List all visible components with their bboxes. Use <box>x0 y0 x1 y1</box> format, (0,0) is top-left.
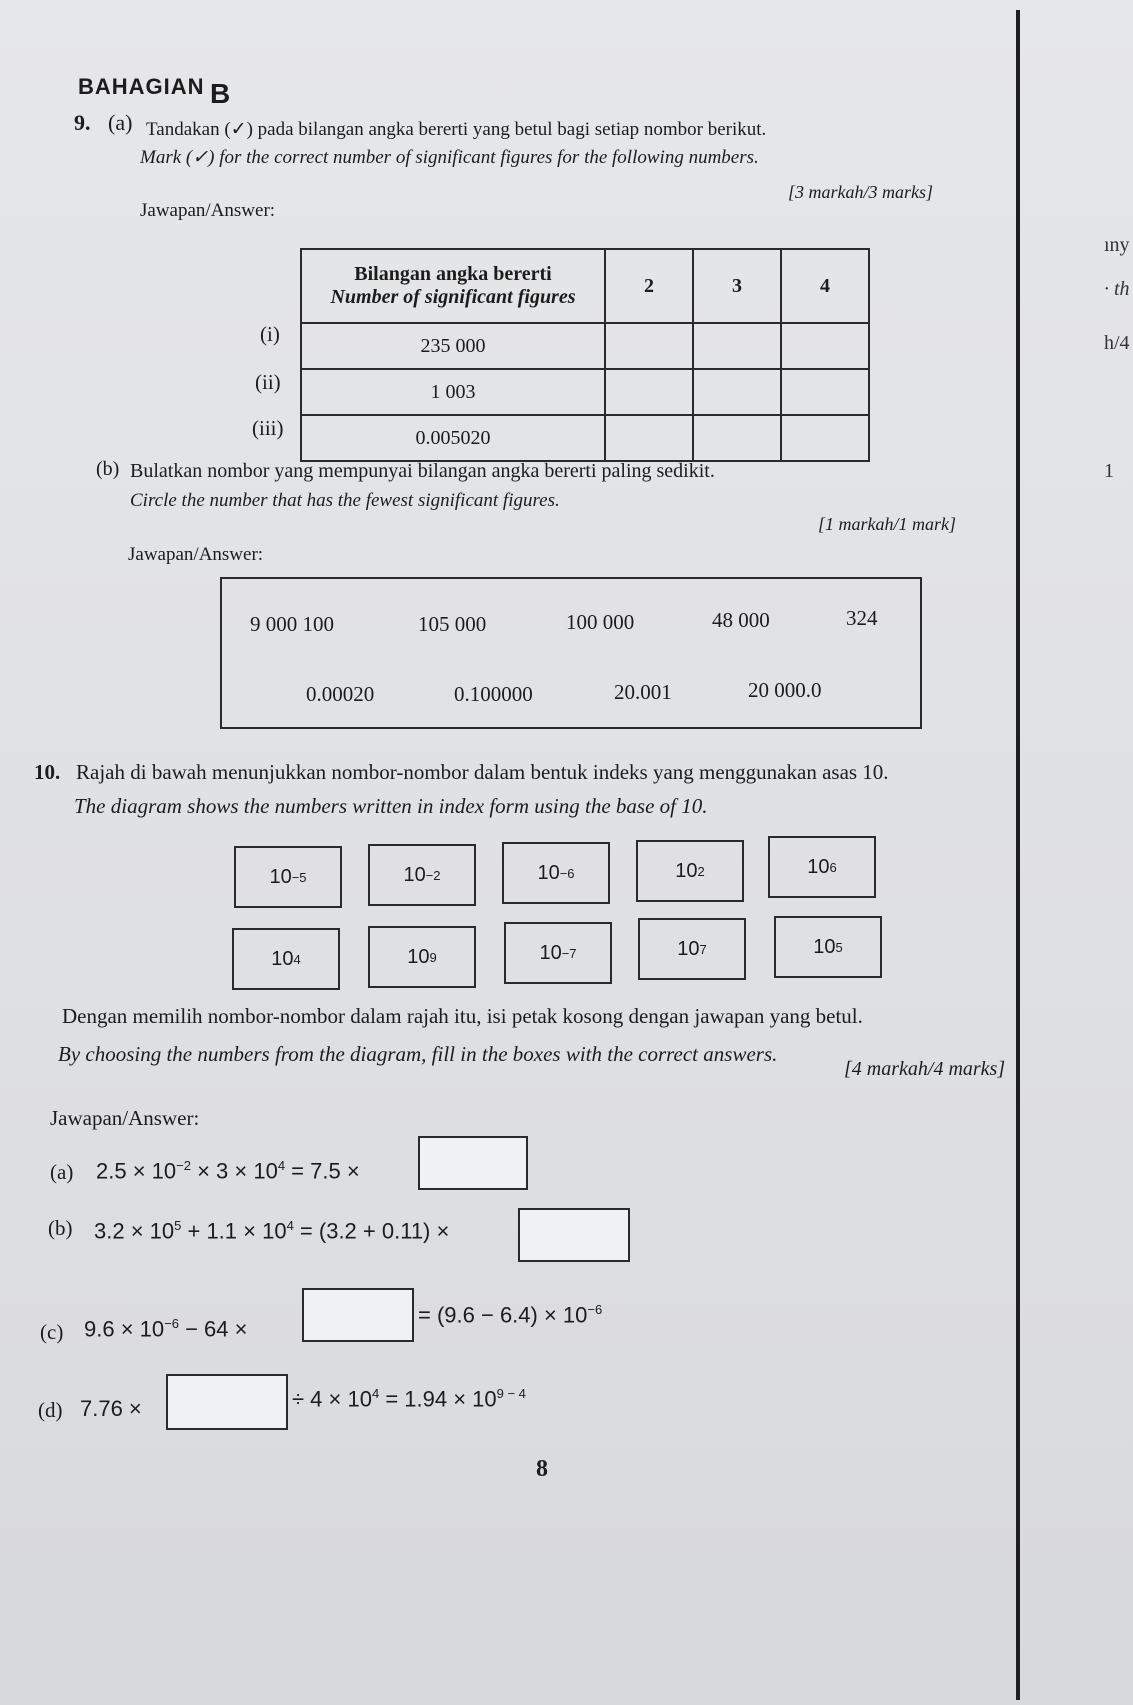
edge-fragment: h/4 <box>1104 332 1130 354</box>
row-label: (i) <box>260 322 280 346</box>
table-number: 1 003 <box>301 369 605 415</box>
index-exponent: 7 <box>699 941 707 957</box>
tick-cell[interactable] <box>693 415 781 461</box>
tick-cell[interactable] <box>693 323 781 369</box>
index-exponent: 2 <box>697 863 705 879</box>
edge-fragment: 1 <box>1104 460 1114 482</box>
q9a-label: (a) <box>108 110 133 135</box>
tick-cell[interactable] <box>605 323 693 369</box>
tick-cell[interactable] <box>693 369 781 415</box>
edge-fragment: ıny <box>1104 234 1130 256</box>
index-box <box>502 842 610 904</box>
index-box <box>232 928 340 990</box>
index-box <box>636 840 744 902</box>
edge-fragment: · th <box>1104 278 1130 300</box>
index-exponent: 4 <box>293 951 301 967</box>
tick-cell[interactable] <box>605 415 693 461</box>
index-exponent: −2 <box>425 867 441 883</box>
sig-figures-table <box>300 248 870 462</box>
index-box <box>368 844 476 906</box>
q10-text-en: The diagram shows the numbers written in index form using the base of 10. <box>74 794 708 818</box>
equation-b: $3.2 \times 10^5 + 1.1 \times 10^4 = (3.2 + 0.11)$ × <box>94 1218 450 1244</box>
number-option[interactable]: 100 000 <box>566 610 635 634</box>
number-option[interactable]: 324 <box>846 606 878 630</box>
q9a-text-ms: Tandakan (✓) pada bilangan angka bererti yang betul bagi setiap nombor berikut. <box>146 119 767 140</box>
eq-b-label: (b) <box>48 1216 73 1240</box>
table-row <box>301 323 869 369</box>
number-option[interactable]: 0.00020 <box>306 682 375 706</box>
index-base: 10 <box>677 937 700 960</box>
table-header-row <box>301 249 869 323</box>
number-option[interactable]: 20 000.0 <box>748 678 822 702</box>
index-exponent: 5 <box>835 939 843 955</box>
q9a-marks: [3 markah/3 marks] <box>788 182 934 202</box>
equation-a: $2.5 \times 10^{-2} \times 3 \times 10^4 = 7.5$ × <box>96 1158 360 1184</box>
index-exponent: 9 <box>429 949 437 965</box>
index-base: 10 <box>537 861 560 884</box>
tick-cell[interactable] <box>781 415 869 461</box>
table-row <box>301 415 869 461</box>
number-option[interactable]: 20.001 <box>614 680 672 704</box>
index-box <box>504 922 612 984</box>
index-base: 10 <box>813 935 836 958</box>
q10-marks: [4 markah/4 marks] <box>844 1058 1006 1080</box>
index-exponent: 6 <box>829 859 837 875</box>
answer-box-a[interactable] <box>418 1136 528 1190</box>
number-option[interactable]: 105 000 <box>418 612 487 636</box>
index-base: 10 <box>271 947 294 970</box>
q10-answer-label: Jawapan/Answer: <box>50 1106 200 1130</box>
q9b-answer-label: Jawapan/Answer: <box>128 544 264 565</box>
tick-cell[interactable] <box>605 369 693 415</box>
index-base: 10 <box>407 945 430 968</box>
index-base: 10 <box>807 855 830 878</box>
answer-box-d[interactable] <box>166 1374 288 1430</box>
page-number: 8 <box>536 1456 548 1482</box>
q9a-answer-label: Jawapan/Answer: <box>140 200 276 221</box>
section-letter: B <box>210 78 231 109</box>
number-option[interactable]: 0.100000 <box>454 682 533 706</box>
index-exponent: −5 <box>291 869 307 885</box>
table-header-en: Number of significant figures <box>330 286 576 308</box>
q9b-text-ms: Bulatkan nombor yang mempunyai bilangan angka bererti paling sedikit. <box>130 460 715 482</box>
q9b-text-en: Circle the number that has the fewest significant figures. <box>130 490 560 511</box>
index-exponent: −7 <box>561 945 577 961</box>
index-box <box>234 846 342 908</box>
eq-d-label: (d) <box>38 1398 63 1422</box>
row-label: (iii) <box>252 416 284 440</box>
index-base: 10 <box>539 941 562 964</box>
number-option[interactable]: 48 000 <box>712 608 770 632</box>
answer-box-b[interactable] <box>518 1208 630 1262</box>
q10-instr-en: By choosing the numbers from the diagram, fill in the boxes with the correct answers. <box>58 1042 778 1066</box>
q9-number: 9. <box>74 110 91 135</box>
section-label: BAHAGIAN <box>78 74 205 99</box>
q10-instr-ms: Dengan memilih nombor-nombor dalam rajah itu, isi petak kosong dengan jawapan yang betul. <box>62 1004 863 1028</box>
tick-cell[interactable] <box>781 369 869 415</box>
index-base: 10 <box>269 865 292 888</box>
index-base: 10 <box>403 863 426 886</box>
q10-number: 10. <box>34 760 61 784</box>
row-label: (ii) <box>255 370 281 394</box>
table-header <box>301 249 605 323</box>
table-number: 0.005020 <box>301 415 605 461</box>
answer-box-c[interactable] <box>302 1288 414 1342</box>
table-number: 235 000 <box>301 323 605 369</box>
index-base: 10 <box>675 859 698 882</box>
eq-c-label: (c) <box>40 1320 64 1344</box>
col-header-3: 3 <box>693 249 781 323</box>
q9a-text-en: Mark (✓) for the correct number of significant figures for the following numbers. <box>140 147 759 168</box>
index-box <box>638 918 746 980</box>
index-box <box>768 836 876 898</box>
q10-text-ms: Rajah di bawah menunjukkan nombor-nombor dalam bentuk indeks yang menggunakan asas 10. <box>76 760 889 784</box>
table-row <box>301 369 869 415</box>
equation-d-left: 7.76 × <box>80 1396 142 1421</box>
col-header-2: 2 <box>605 249 693 323</box>
index-box <box>368 926 476 988</box>
page-edge-bar <box>1016 10 1020 1700</box>
col-header-4: 4 <box>781 249 869 323</box>
index-exponent: −6 <box>559 865 575 881</box>
q9b-label: (b) <box>96 458 120 480</box>
equation-c-left: $9.6 \times 10^{-6} - 64$ × <box>84 1316 248 1342</box>
number-option[interactable]: 9 000 100 <box>250 612 334 636</box>
table-header-ms: Bilangan angka bererti <box>354 263 552 285</box>
q9b-marks: [1 markah/1 mark] <box>818 514 956 534</box>
equation-c-right: = $(9.6 - 6.4) \times 10^{-6}$ <box>418 1302 603 1328</box>
tick-cell[interactable] <box>781 323 869 369</box>
eq-a-label: (a) <box>50 1160 74 1184</box>
equation-d-right: ÷ $4 \times 10^4 = 1.94 \times 10^{9 - 4}$ <box>292 1386 526 1412</box>
index-box <box>774 916 882 978</box>
